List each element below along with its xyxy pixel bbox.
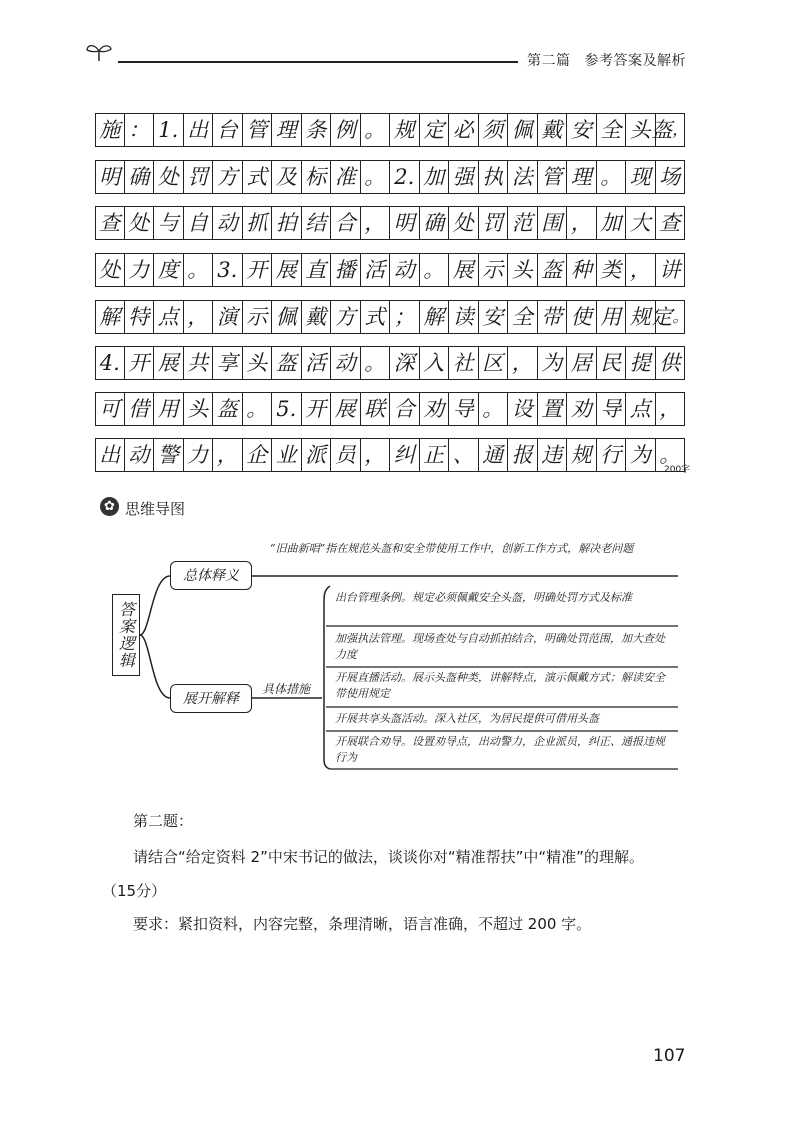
grid-cell: 范: [508, 206, 538, 240]
grid-cell: ，: [567, 206, 597, 240]
grid-cell: ，: [626, 253, 656, 287]
grid-cell: 台: [213, 113, 243, 147]
grid-overflow-punct: ，: [672, 120, 689, 139]
grid-cell: 例: [331, 113, 361, 147]
grid-cell: 借: [125, 392, 155, 426]
measure-item: 开展共享头盔活动。深入社区，为居民提供可借用头盔: [335, 712, 599, 725]
grid-cell: 确: [125, 160, 155, 194]
header-section: 参考答案及解析: [584, 53, 686, 69]
grid-cell: 民: [597, 346, 627, 380]
grid-cell: 全: [597, 113, 627, 147]
grid-cell: 用: [154, 392, 184, 426]
grid-cell: 通: [479, 438, 509, 472]
grid-cell: 罚: [184, 160, 214, 194]
grid-cell: 警: [154, 438, 184, 472]
grid-cell: 区: [479, 346, 509, 380]
grid-cell: 管: [538, 160, 568, 194]
grid-cell: ，: [213, 438, 243, 472]
grid-cell: 结: [302, 206, 332, 240]
grid-cell: 盔: [538, 253, 568, 287]
branch-expand-label: 展开解释: [170, 684, 252, 713]
flower-icon: ✿: [100, 497, 119, 516]
grid-cell: 规: [626, 300, 656, 334]
grid-cell: 方: [331, 300, 361, 334]
grid-cell: 深: [390, 346, 420, 380]
grid-cell: 行: [597, 438, 627, 472]
grid-cell: 解: [420, 300, 450, 334]
grid-cell: 入: [420, 346, 450, 380]
branch-overall-label: 总体释义: [170, 561, 252, 590]
grid-cell: 员: [331, 438, 361, 472]
grid-cell: 动: [125, 438, 155, 472]
grid-cell: 。: [184, 253, 214, 287]
grid-cell: 处: [154, 160, 184, 194]
grid-cell: 展: [272, 253, 302, 287]
grid-cell: 佩: [272, 300, 302, 334]
grid-cell: 开: [302, 392, 332, 426]
measure-item: 出台管理条例。规定必须佩戴安全头盔，明确处罚方式及标准: [335, 591, 632, 604]
grid-cell: 示: [243, 300, 273, 334]
branch-overall-note: “旧曲新唱”指在规范头盔和安全带使用工作中，创新工作方式，解决老问题: [270, 542, 634, 555]
grid-cell: 享: [213, 346, 243, 380]
grid-cell: 置: [538, 392, 568, 426]
grid-cell: 解: [95, 300, 125, 334]
grid-cell: ，: [361, 206, 391, 240]
grid-cell: 社: [449, 346, 479, 380]
measure-item: 开展直播活动。展示头盔种类，讲解特点，演示佩戴方式；解读安全带使用规定: [335, 671, 665, 700]
grid-cell: 执: [479, 160, 509, 194]
grid-cell: 设: [508, 392, 538, 426]
grid-cell: 联: [361, 392, 391, 426]
grid-cell: 确: [420, 206, 450, 240]
mind-map-heading: 思维导图: [125, 500, 186, 518]
grid-cell: 力: [184, 438, 214, 472]
grid-cell: 展: [154, 346, 184, 380]
mind-map-root: 答案逻辑: [112, 594, 140, 676]
grid-cell: 与: [154, 206, 184, 240]
grid-cell: 大: [626, 206, 656, 240]
grid-cell: 特: [125, 300, 155, 334]
grid-cell: 处: [449, 206, 479, 240]
grid-cell: 为: [626, 438, 656, 472]
grid-cell: ，: [656, 392, 686, 426]
grid-cell: 劝: [420, 392, 450, 426]
grid-cell: 1.: [154, 113, 184, 147]
grid-cell: 规: [390, 113, 420, 147]
grid-cell: 类: [597, 253, 627, 287]
grid-cell: 自: [184, 206, 214, 240]
grid-cell: 抓: [243, 206, 273, 240]
grid-cell: 处: [95, 253, 125, 287]
grid-cell: 法: [508, 160, 538, 194]
grid-cell: 安: [567, 113, 597, 147]
grid-cell: 开: [243, 253, 273, 287]
grid-cell: 导: [449, 392, 479, 426]
grid-cell: 理: [272, 113, 302, 147]
grid-cell: 度: [154, 253, 184, 287]
grid-cell: 出: [184, 113, 214, 147]
grid-cell: 正: [420, 438, 450, 472]
grid-cell: 头: [243, 346, 273, 380]
grid-cell: 管: [243, 113, 273, 147]
grid-cell: 讲: [656, 253, 686, 287]
grid-cell: 。: [420, 253, 450, 287]
grid-cell: 直: [302, 253, 332, 287]
grid-cell: 戴: [302, 300, 332, 334]
header-part: 第二篇: [527, 53, 571, 69]
grid-cell: 演: [213, 300, 243, 334]
grid-cell: 报: [508, 438, 538, 472]
grid-cell: 展: [449, 253, 479, 287]
question-requirement: 要求：紧扣资料，内容完整，条理清晰，语言准确，不超过 200 字。: [133, 915, 592, 933]
grid-cell: 。: [656, 438, 686, 472]
grid-cell: 合: [331, 206, 361, 240]
grid-cell: 安: [479, 300, 509, 334]
grid-cell: 戴: [538, 113, 568, 147]
grid-cell: 点: [626, 392, 656, 426]
grid-cell: 佩: [508, 113, 538, 147]
grid-cell: 开: [125, 346, 155, 380]
grid-cell: 派: [302, 438, 332, 472]
grid-cell: 动: [331, 346, 361, 380]
question-body-line1: 请结合“给定资料 2”中宋书记的做法，谈谈你对“精准帮扶”中“精准”的理解。: [133, 848, 644, 866]
grid-cell: 3.: [213, 253, 243, 287]
grid-cell: 明: [95, 160, 125, 194]
grid-cell: 明: [390, 206, 420, 240]
grid-cell: ：: [125, 113, 155, 147]
grid-cell: 及: [272, 160, 302, 194]
grid-cell: 活: [302, 346, 332, 380]
grid-cell: 为: [538, 346, 568, 380]
grid-cell: 盔: [213, 392, 243, 426]
grid-cell: 。: [243, 392, 273, 426]
grid-cell: 5.: [272, 392, 302, 426]
grid-cell: 。: [361, 113, 391, 147]
grid-cell: 头: [626, 113, 656, 147]
grid-cell: 全: [508, 300, 538, 334]
grid-cell: 违: [538, 438, 568, 472]
question-title: 第二题：: [133, 812, 194, 830]
grid-cell: 查: [656, 206, 686, 240]
grid-cell: 合: [390, 392, 420, 426]
grid-cell: 加: [597, 206, 627, 240]
grid-cell: 须: [479, 113, 509, 147]
question-score: （15分）: [102, 882, 167, 900]
measure-item: 开展联合劝导。设置劝导点，出动警力，企业派员，纠正、通报违规行为: [335, 735, 665, 764]
grid-cell: 盔: [272, 346, 302, 380]
grid-cell: 劝: [567, 392, 597, 426]
grid-cell: 带: [538, 300, 568, 334]
grid-cell: 查: [95, 206, 125, 240]
grid-cell: 力: [125, 253, 155, 287]
grid-cell: 盔 ，: [656, 113, 686, 147]
grid-cell: 施: [95, 113, 125, 147]
grid-cell: 头: [184, 392, 214, 426]
grid-cell: 式: [361, 300, 391, 334]
grid-cell: 读: [449, 300, 479, 334]
word-count-label: 200字: [664, 465, 691, 475]
grid-cell: 拍: [272, 206, 302, 240]
grid-cell: 动: [213, 206, 243, 240]
grid-cell: 种: [567, 253, 597, 287]
grid-cell: 定: [420, 113, 450, 147]
grid-cell: 罚: [479, 206, 509, 240]
grid-cell: 强: [449, 160, 479, 194]
grid-cell: ，: [361, 438, 391, 472]
grid-cell: 提: [626, 346, 656, 380]
grid-cell: ，: [508, 346, 538, 380]
grid-cell: 导: [597, 392, 627, 426]
grid-cell: 必: [449, 113, 479, 147]
grid-cell: 纠: [390, 438, 420, 472]
grid-cell: 共: [184, 346, 214, 380]
grid-cell: 活: [361, 253, 391, 287]
grid-cell: 现: [626, 160, 656, 194]
grid-cell: 理: [567, 160, 597, 194]
grid-cell: 居: [567, 346, 597, 380]
grid-cell: 4.: [95, 346, 125, 380]
grid-cell: 播: [331, 253, 361, 287]
grid-cell: 场: [656, 160, 686, 194]
grid-cell: ；: [390, 300, 420, 334]
grid-cell: 规: [567, 438, 597, 472]
grid-cell: 2.: [390, 160, 420, 194]
grid-overflow-punct: 。: [672, 307, 689, 326]
measure-item: 加强执法管理。现场查处与自动抓拍结合，明确处罚范围，加大查处力度: [335, 632, 665, 661]
grid-cell: 式: [243, 160, 273, 194]
grid-cell: 、: [449, 438, 479, 472]
grid-cell: 使: [567, 300, 597, 334]
grid-cell: 出: [95, 438, 125, 472]
grid-cell: 。: [361, 346, 391, 380]
grid-cell: ，: [184, 300, 214, 334]
grid-cell: 示: [479, 253, 509, 287]
grid-cell: 可: [95, 392, 125, 426]
grid-cell: 方: [213, 160, 243, 194]
grid-cell: 业: [272, 438, 302, 472]
branch-connector-label: 具体措施: [262, 682, 311, 696]
grid-cell: 。: [597, 160, 627, 194]
grid-cell: 展: [331, 392, 361, 426]
page-number: 107: [653, 1046, 686, 1066]
grid-cell: 标: [302, 160, 332, 194]
grid-cell: 用: [597, 300, 627, 334]
grid-cell: 条: [302, 113, 332, 147]
grid-cell: 点: [154, 300, 184, 334]
grid-cell: 加: [420, 160, 450, 194]
grid-cell: 企: [243, 438, 273, 472]
grid-cell: 。: [479, 392, 509, 426]
grid-cell: 处: [125, 206, 155, 240]
grid-cell: 头: [508, 253, 538, 287]
grid-cell: 准: [331, 160, 361, 194]
grid-cell: 。: [361, 160, 391, 194]
grid-cell: 动: [390, 253, 420, 287]
grid-cell: 供: [656, 346, 686, 380]
grid-cell: 定 。: [656, 300, 686, 334]
grid-cell: 围: [538, 206, 568, 240]
